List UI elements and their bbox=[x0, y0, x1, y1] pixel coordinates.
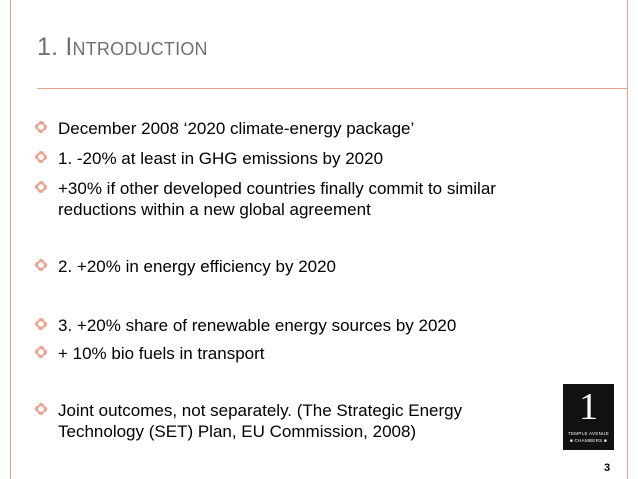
page-number: 3 bbox=[604, 462, 611, 474]
logo-text-line-2: ■ CHAMBERS ■ bbox=[569, 438, 608, 443]
logo-numeral: 1 bbox=[579, 386, 598, 428]
bullet-text: Joint outcomes, not separately. (The Strategic Energy Technology (SET) Plan, EU Commission, 2008) bbox=[58, 401, 463, 441]
bullet-text: December 2008 ‘2020 climate-energy package’ bbox=[58, 119, 415, 138]
fleuron-bullet-icon bbox=[34, 345, 48, 359]
bullet-text: +30% if other developed countries finally commit to similar reductions within a new global agreement bbox=[58, 179, 496, 219]
fleuron-bullet-icon bbox=[34, 180, 48, 194]
fleuron-bullet-icon bbox=[34, 402, 48, 416]
temple-avenue-chambers-logo bbox=[563, 384, 614, 450]
fleuron-bullet-icon bbox=[34, 120, 48, 134]
fleuron-bullet-icon bbox=[34, 150, 48, 164]
logo-text-line-1: TEMPLE AVENUE bbox=[567, 431, 610, 436]
bullet-text: 2. +20% in energy efficiency by 2020 bbox=[58, 257, 337, 276]
bullet-text: + 10% bio fuels in transport bbox=[58, 344, 265, 363]
fleuron-bullet-icon bbox=[34, 317, 48, 331]
bullet-text: 1. -20% at least in GHG emissions by 2020 bbox=[58, 149, 384, 168]
fleuron-bullet-icon bbox=[34, 258, 48, 272]
slide-title: 1. Introduction bbox=[37, 33, 208, 61]
bullet-text: 3. +20% share of renewable energy sources by 2020 bbox=[58, 316, 457, 335]
